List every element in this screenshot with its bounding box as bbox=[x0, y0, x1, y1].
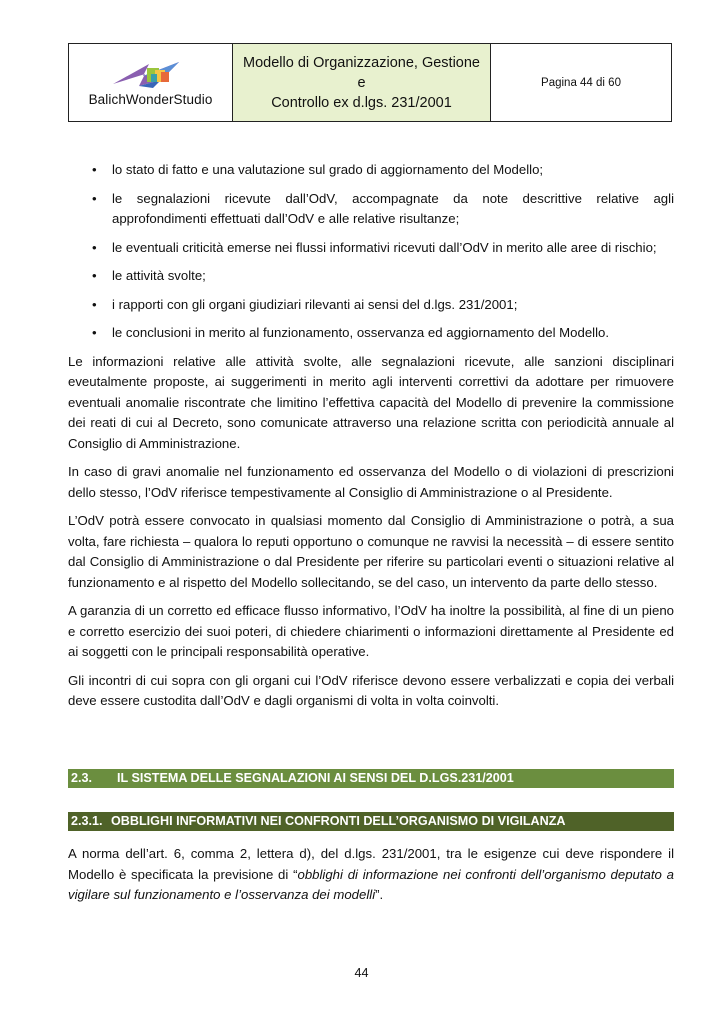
paragraph: In caso di gravi anomalie nel funzionamento ed osservanza del Modello o di violazioni di prescrizioni dello stesso, l’OdV riferisce tempestivamente al Consiglio di Amministrazione o al Presidente. bbox=[68, 464, 674, 500]
title-line-1: Modello di Organizzazione, Gestione e bbox=[243, 54, 480, 91]
final-paragraph bbox=[68, 844, 674, 914]
paragraph: L’OdV potrà essere convocato in qualsiasi momento dal Consiglio di Amministrazione o potrà, a sua volta, fare richiesta – qualora lo reputi opportuno o comunque ne ravvisi la necessità – di essere sentito dal Consiglio di Amministrazione o dal Presidente per riferire su particolari eventi o situazioni relative al funzionamento e al rispetto del Modello sollecitando, se del caso, un intervento da parte dello stesso. bbox=[68, 513, 674, 590]
document-title bbox=[233, 44, 491, 121]
section-heading-2-3-1 bbox=[68, 812, 674, 831]
paragraph: A garanzia di un corretto ed efficace flusso informativo, l’OdV ha inoltre la possibilità, al fine di un pieno e corretto esercizio dei suoi poteri, di chiedere chiarimenti o informazioni direttamente al Presidente ed ai soggetti con le principali responsabilità operative. bbox=[68, 603, 674, 659]
paragraph: Gli incontri di cui sopra con gli organi cui l’OdV riferisce devono essere verbalizzati e copia dei verbali deve essere custodita dall’OdV e dagli organismi di volta in volta coinvolti. bbox=[68, 672, 674, 708]
bullet-icon: • bbox=[92, 190, 97, 206]
section-heading-2-3 bbox=[68, 769, 674, 788]
list-item: • le conclusioni in merito al funzionamento, osservanza ed aggiornamento del Modello. bbox=[68, 323, 674, 344]
list-item: • le segnalazioni ricevute dall’OdV, accompagnate da note descrittive relative agli approfondimenti effettuati dall’OdV e alle relative risultanze; bbox=[92, 190, 674, 226]
document-header bbox=[68, 43, 672, 122]
section-title: IL SISTEMA DELLE SEGNALAZIONI AI SENSI DEL D.LGS.231/2001 bbox=[117, 771, 514, 785]
section-number: 2.3.1. bbox=[71, 814, 103, 828]
page-info: Pagina 44 di 60 bbox=[541, 76, 621, 89]
list-item: • lo stato di fatto e una valutazione sul grado di aggiornamento del Modello; bbox=[68, 160, 674, 181]
bullet-icon: • bbox=[92, 296, 97, 312]
section-number: 2.3. bbox=[71, 771, 93, 785]
paragraph-quote: obblighi di informazione nei confronti dell’organismo deputato a vigilare sul funzionamento e l’osservanza dei modelli bbox=[68, 866, 674, 902]
bullet-list bbox=[68, 160, 674, 344]
list-item: • le eventuali criticità emerse nei flussi informativi ricevuti dall’OdV in merito alle aree di rischio; bbox=[68, 238, 674, 259]
page-number: 44 bbox=[354, 966, 369, 980]
paragraph: Le informazioni relative alle attività svolte, alle segnalazioni ricevute, alle sanzioni disciplinari eveutalmente proposte, ai suggerimenti in merito agli interventi correttivi da adottare per rimuovere eventuali anomalie riscontrate che limitino l’effettiva capacità del Modello di prevenire la commissione dei reati di cui al Decreto, sono comunicate attraverso una relazione scritta con periodicità annuale al Consiglio di Amministrazione. bbox=[68, 353, 674, 451]
logo-text: BalichWonderStudio bbox=[88, 92, 213, 107]
section-title: OBBLIGHI INFORMATIVI NEI CONFRONTI DELL’ORGANISMO DI VIGILANZA bbox=[111, 814, 566, 828]
bullet-icon: • bbox=[92, 268, 97, 283]
bullet-icon: • bbox=[92, 239, 97, 255]
logo-mark-icon bbox=[103, 58, 199, 90]
bullet-icon: • bbox=[92, 325, 97, 340]
list-item: • i rapporti con gli organi giudiziari rilevanti ai sensi del d.lgs. 231/2001; bbox=[68, 295, 674, 316]
title-line-2: Controllo ex d.lgs. 231/2001 bbox=[271, 94, 452, 111]
bullet-icon: • bbox=[92, 162, 97, 177]
paragraph-intro: A norma dell’art. 6, comma 2, lettera d), del d.lgs. 231/2001, tra le esigenze cui deve rispondere il Modello è specificata la previsione di “ bbox=[68, 846, 674, 882]
list-item: • le attività svolte; bbox=[68, 266, 674, 287]
paragraph-outro: ”. bbox=[375, 887, 384, 902]
main-content bbox=[68, 160, 674, 720]
company-logo bbox=[69, 44, 233, 121]
